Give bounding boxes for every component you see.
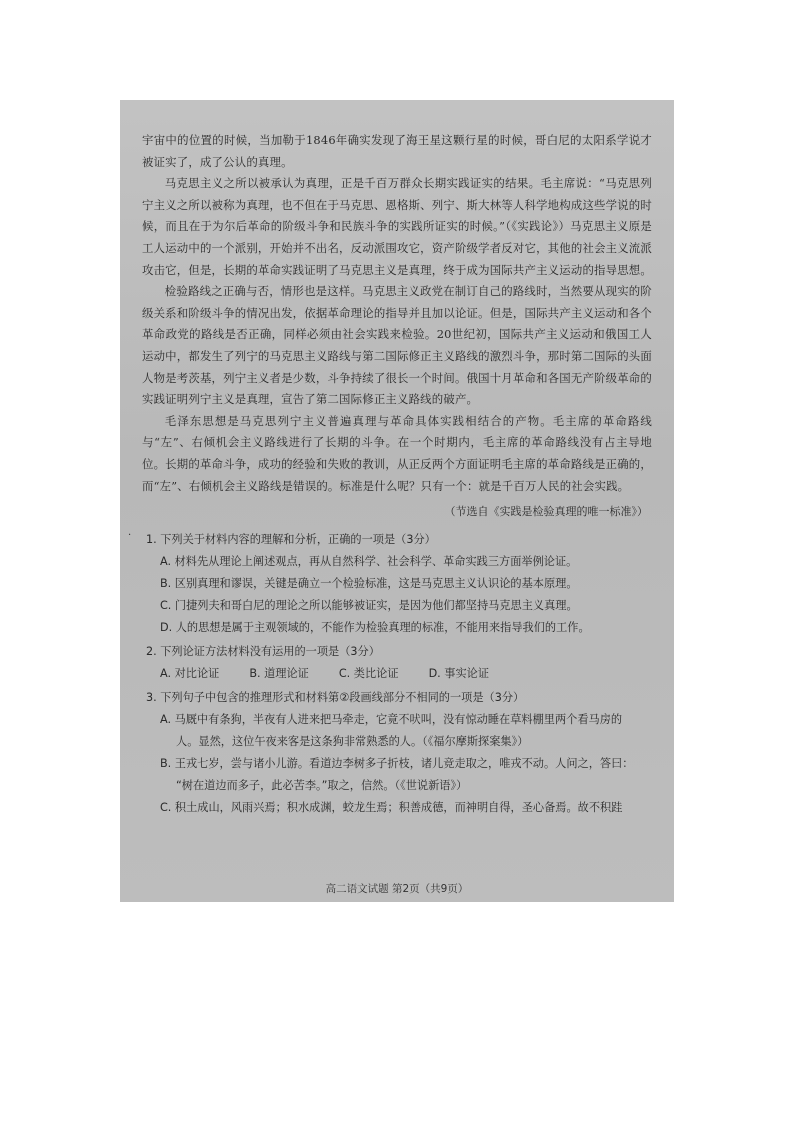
question-3-option-b-line1: B. 王戎七岁，尝与诸小儿游。看道边李树多子折枝，诸儿竞走取之，唯戎不动。人问之，答曰： [160, 757, 634, 771]
question-1-option-b: B. 区别真理和谬误，关键是确立一个检验标准，这是马克思主义认识论的基本原理。 [160, 577, 578, 591]
question-2-option-d: D. 事实论证 [428, 667, 490, 681]
page-footer: 高二语文试题 第2页（共9页） [325, 883, 469, 895]
passage-paragraph-3: 检验路线之正确与否，情形也是这样。马克思主义政党在制订自己的路线时，当然要从现实的阶级关系和阶级斗争的情况出发，依据革命理论的指导并且加以论证。但是，国际共产主义运动和各个革命政党的路线是否正确，同样必须由社会实践来检验。20世纪初，国际共产主义运动和俄国工人运动中，都发生了列宁的马克思主义路线与第二国际修正主义路线的激烈斗争，那时第二国际的头面人物是考茨基，列宁主义者是少数，斗争持续了很长一个时间。俄国十月革命和各国无产阶级革命的实践证明列宁主义是真理，宣告了第二国际修正主义路线的破产。 [142, 284, 652, 407]
passage-source: （节选自《实践是检验真理的唯一标准》） [444, 505, 648, 519]
question-2-option-b: B. 道理论证 [249, 667, 309, 681]
question-2-option-a: A. 对比论证 [160, 667, 220, 681]
question-3-option-a-line2: 人。显然，这位午夜来客是这条狗非常熟悉的人。（《福尔摩斯探案集》） [176, 735, 529, 749]
question-3-option-a-line1: A. 马厩中有条狗，半夜有人进来把马牵走，它竟不吠叫，没有惊动睡在草料棚里两个看马房的 [160, 713, 623, 727]
question-1-option-d: D. 人的思想是属于主观领域的，不能作为检验真理的标准，不能用来指导我们的工作。 [160, 621, 590, 635]
question-3-stem: 3. 下列句子中包含的推理形式和材料第②段画线部分不相同的一项是（3分） [146, 691, 525, 705]
question-3-option-c-line1: C. 积土成山，风雨兴焉；积水成渊，蛟龙生焉；积善成德，而神明自得，圣心备焉。故不积跬 [160, 801, 623, 815]
question-2-stem: 2. 下列论证方法材料没有运用的一项是（3分） [146, 645, 380, 659]
question-2-options [142, 663, 652, 685]
passage-paragraph-4: 毛泽东思想是马克思列宁主义普遍真理与革命具体实践相结合的产物。毛主席的革命路线与“左”、右倾机会主义路线进行了长期的斗争。在一个时期内，毛主席的革命路线没有占主导地位。长期的革命斗争，成功的经验和失败的教训，从正反两个方面证明毛主席的革命路线是正确的，而“左”、右倾机会主义路线是错误的。标准是什么呢？只有一个：就是千百万人民的社会实践。 [142, 413, 652, 493]
margin-mark: · [128, 530, 132, 541]
question-2-option-c: C. 类比论证 [338, 667, 399, 681]
passage-paragraph-1: 宇宙中的位置的时候，当加勒于1846年确实发现了海王星这颗行星的时候，哥白尼的太阳系学说才被证实了，成了公认的真理。 [142, 133, 652, 169]
passage-paragraph-2: 马克思主义之所以被承认为真理，正是千百万群众长期实践证实的结果。毛主席说：“马克思列宁主义之所以被称为真理，也不但在于马克思、恩格斯、列宁、斯大林等人科学地构成这些学说的时候，而且在于为尔后革命的阶级斗争和民族斗争的实践所证实的时候。”（《实践论》）马克思主义原是工人运动中的一个派别，开始并不出名，反动派围攻它，资产阶级学者反对它，其他的社会主义流派攻击它，但是，长期的革命实践证明了马克思主义是真理，终于成为国际共产主义运动的指导思想。 [142, 176, 652, 277]
question-1-option-a: A. 材料先从理论上阐述观点，再从自然科学、社会科学、革命实践三方面举例论证。 [160, 555, 578, 569]
question-1-stem: 1. 下列关于材料内容的理解和分析，正确的一项是（3分） [146, 533, 436, 547]
question-1-option-c: C. 门捷列夫和哥白尼的理论之所以能够被证实，是因为他们都坚持马克思主义真理。 [160, 599, 578, 613]
question-3-option-b-line2: “树在道边而多子，此必苦李。”取之，信然。（《世说新语》） [176, 779, 468, 793]
exam-page [120, 100, 674, 902]
